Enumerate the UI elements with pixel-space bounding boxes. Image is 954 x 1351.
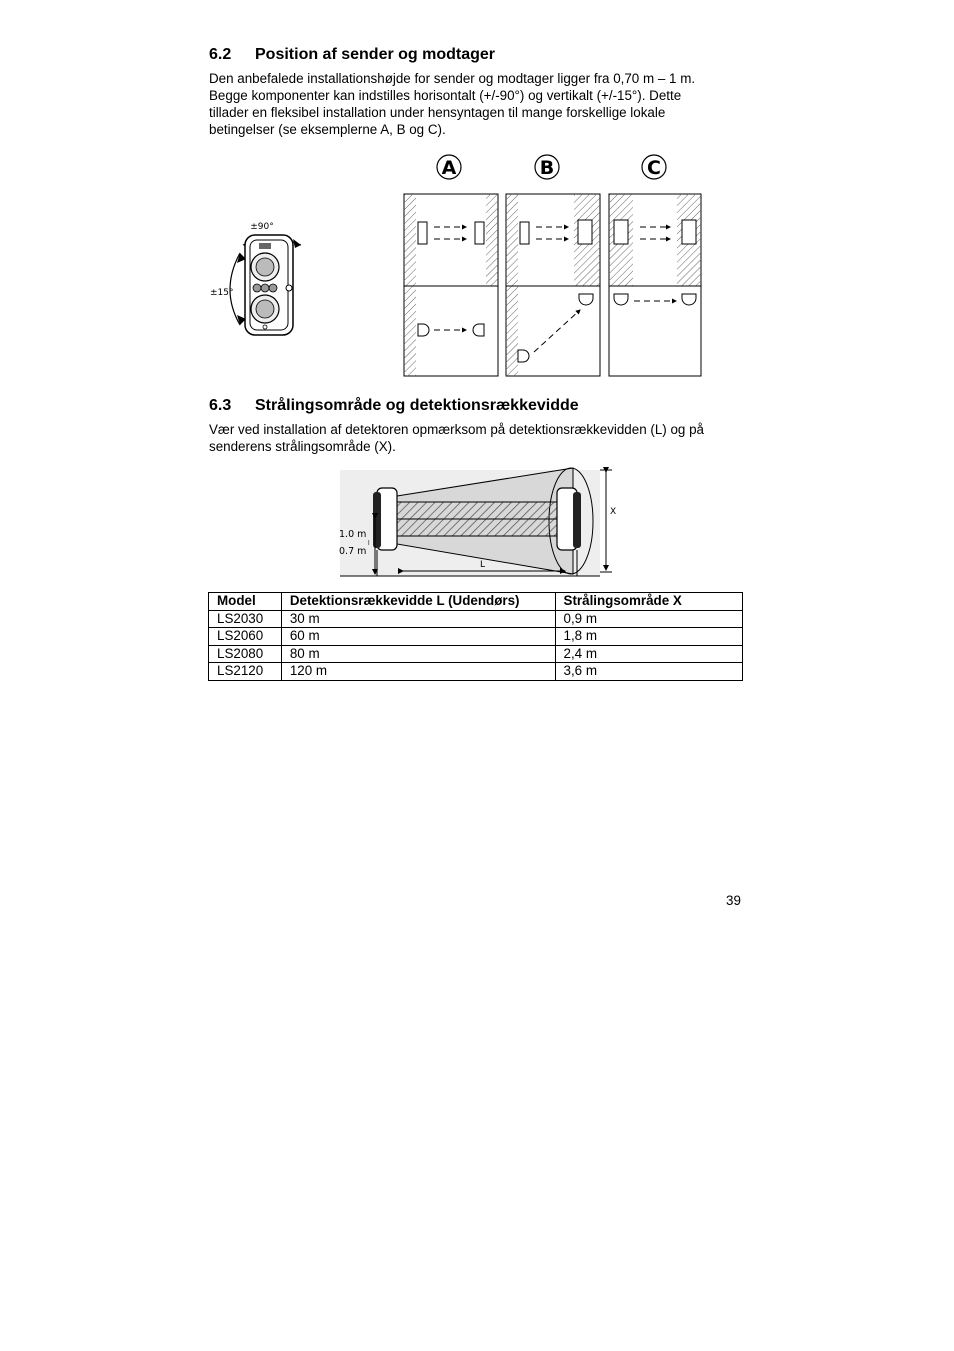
svg-text:C: C bbox=[647, 157, 661, 179]
angle-horizontal-label: ±90° bbox=[250, 222, 274, 232]
paragraph-line: tillader en fleksibel installation under hensyntagen til mange forskellige lokale bbox=[209, 105, 666, 120]
detection-range-diagram bbox=[335, 466, 625, 581]
table-cell: 0,9 m bbox=[555, 610, 742, 628]
specification-table bbox=[208, 592, 743, 681]
table-cell: LS2080 bbox=[209, 645, 282, 663]
table-cell: 2,4 m bbox=[555, 645, 742, 663]
paragraph-line: senderens strålingsområde (X). bbox=[209, 439, 396, 454]
example-panel-b bbox=[506, 194, 600, 376]
table-cell: 30 m bbox=[281, 610, 555, 628]
table-cell: 60 m bbox=[281, 628, 555, 646]
range-x-label: X bbox=[610, 507, 617, 517]
paragraph-line: betingelser (se eksemplerne A, B og C). bbox=[209, 122, 446, 137]
section-6-2-paragraph bbox=[209, 70, 754, 138]
table-cell: 120 m bbox=[281, 663, 555, 681]
section-6-2-heading bbox=[209, 46, 495, 64]
example-label-c bbox=[642, 155, 666, 179]
paragraph-line: Begge komponenter kan indstilles horisontalt (+/-90°) og vertikalt (+/-15°). Dette bbox=[209, 88, 682, 103]
angle-vertical-label: ±15° bbox=[210, 288, 234, 298]
section-6-3-paragraph bbox=[209, 421, 754, 455]
paragraph-line: Den anbefalede installationshøjde for sender og modtager ligger fra 0,70 m – 1 m. bbox=[209, 71, 696, 86]
section-title: Strålingsområde og detektionsrækkevidde bbox=[255, 397, 579, 414]
table-header-cell: Model bbox=[209, 593, 282, 611]
device-rotation-diagram bbox=[205, 215, 315, 340]
table-row bbox=[209, 628, 743, 646]
range-l-label: L bbox=[480, 560, 486, 570]
table-header-row bbox=[209, 593, 743, 611]
table-cell: LS2030 bbox=[209, 610, 282, 628]
example-label-b bbox=[535, 155, 559, 179]
installation-examples-diagram bbox=[400, 150, 705, 380]
table-header-cell: Strålingsområde X bbox=[555, 593, 742, 611]
svg-text:B: B bbox=[539, 157, 555, 179]
table-cell: 3,6 m bbox=[555, 663, 742, 681]
example-panel-a bbox=[404, 194, 498, 376]
section-number: 6.2 bbox=[209, 46, 232, 63]
table-cell: LS2060 bbox=[209, 628, 282, 646]
table-header-cell: Detektionsrækkevidde L (Udendørs) bbox=[281, 593, 555, 611]
table-row bbox=[209, 663, 743, 681]
height-separator: l bbox=[368, 540, 370, 547]
section-number: 6.3 bbox=[209, 397, 232, 414]
height-bottom-label: 0.7 m bbox=[339, 546, 367, 557]
page-number: 39 bbox=[726, 893, 741, 908]
section-title: Position af sender og modtager bbox=[255, 46, 496, 63]
example-label-a bbox=[437, 155, 461, 179]
paragraph-line: Vær ved installation af detektoren opmærksom på detektionsrækkevidden (L) og på bbox=[209, 422, 704, 437]
table-cell: LS2120 bbox=[209, 663, 282, 681]
table-cell: 80 m bbox=[281, 645, 555, 663]
section-6-3-heading bbox=[209, 397, 579, 415]
table-row bbox=[209, 610, 743, 628]
example-panel-c bbox=[609, 194, 701, 376]
height-top-label: 1.0 m bbox=[339, 529, 367, 540]
table-row bbox=[209, 645, 743, 663]
svg-text:A: A bbox=[441, 157, 457, 179]
table-cell: 1,8 m bbox=[555, 628, 742, 646]
